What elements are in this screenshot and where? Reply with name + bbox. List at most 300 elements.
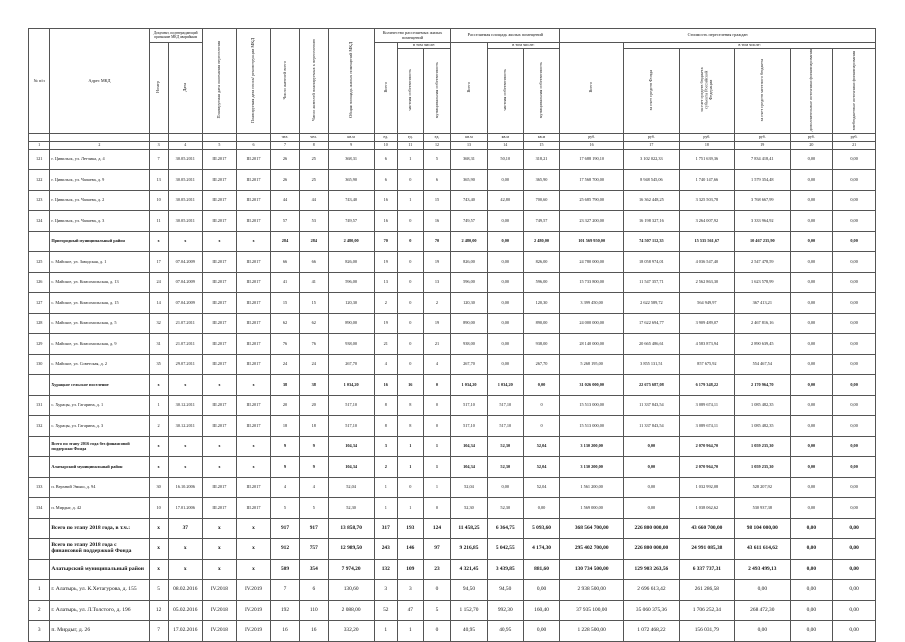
unit-cell bbox=[29, 133, 50, 141]
header-plan-start: Планируемая дата окончания переселения bbox=[202, 29, 236, 134]
table-cell: 15 bbox=[423, 190, 451, 211]
header-area-municipal: муниципальная собственность bbox=[523, 49, 559, 134]
unit-cell: руб. bbox=[560, 133, 624, 141]
table-cell: 43 660 700,00 bbox=[679, 518, 734, 539]
table-cell: 74 507 112,35 bbox=[624, 231, 679, 252]
table-cell: 3 264 007,92 bbox=[679, 211, 734, 232]
table-cell: 0,00 bbox=[833, 621, 876, 642]
table-cell: 40,95 bbox=[487, 621, 523, 642]
table-cell: IV.2018 bbox=[202, 580, 236, 601]
table-cell: 9 bbox=[299, 436, 328, 457]
table-cell: 890,00 bbox=[451, 313, 487, 334]
table-cell: 104,34 bbox=[451, 436, 487, 457]
table-cell: 0,00 bbox=[833, 416, 876, 437]
table-cell: 23 327 200,00 bbox=[560, 211, 624, 232]
table-cell: 0,00 bbox=[790, 477, 833, 498]
table-cell: 3 bbox=[398, 580, 424, 601]
table-row bbox=[29, 190, 876, 211]
table-cell: 15 535 561,67 bbox=[679, 231, 734, 252]
table-cell: 1 bbox=[423, 436, 451, 457]
table-row bbox=[29, 498, 876, 519]
table-cell: 3 bbox=[29, 621, 50, 642]
table-subtotal-row bbox=[29, 457, 876, 478]
table-cell: 44 bbox=[271, 190, 300, 211]
table-cell: 21 bbox=[374, 334, 397, 355]
table-cell: 0,00 bbox=[790, 252, 833, 273]
table-cell: 104,34 bbox=[328, 457, 374, 478]
table-cell: 0,00 bbox=[523, 580, 559, 601]
header-cost-all: Всего bbox=[560, 43, 624, 134]
table-cell: 62 bbox=[299, 313, 328, 334]
table-cell: 24 bbox=[149, 272, 168, 293]
column-number-cell: 3 bbox=[149, 141, 168, 149]
address-cell: п. Мирдыг, д. 26 bbox=[50, 621, 149, 642]
table-cell: III.2017 bbox=[236, 334, 270, 355]
table-cell: 128 bbox=[29, 313, 50, 334]
table-cell: 2 bbox=[374, 293, 397, 314]
table-cell: 0 bbox=[398, 354, 424, 375]
header-cost-incl: в том числе: bbox=[624, 43, 876, 49]
table-cell: 52,04 bbox=[523, 457, 559, 478]
unit-cell: кв.м bbox=[523, 133, 559, 141]
table-cell: 07.04.2009 bbox=[168, 293, 202, 314]
table-cell: 0 bbox=[423, 375, 451, 396]
table-cell: 0 bbox=[398, 477, 424, 498]
table-cell: 0,00 bbox=[487, 211, 523, 232]
table-cell: 30.05.2011 bbox=[168, 170, 202, 191]
table-cell: 4 bbox=[374, 354, 397, 375]
table-cell: 57 bbox=[271, 211, 300, 232]
table-cell: 2 bbox=[149, 416, 168, 437]
table-cell: 22 675 687,08 bbox=[624, 375, 679, 396]
table-row bbox=[29, 252, 876, 273]
table-cell: 13 bbox=[423, 272, 451, 293]
table-cell: 2 088,00 bbox=[328, 600, 374, 621]
table-subtotal-row bbox=[29, 231, 876, 252]
table-cell: IV.2018 bbox=[202, 621, 236, 642]
table-subtotal-row bbox=[29, 375, 876, 396]
table-cell: 0,00 bbox=[487, 293, 523, 314]
table-cell: 4 321,45 bbox=[451, 559, 487, 580]
housing-resettlement-table bbox=[28, 28, 876, 634]
table-cell: 15 513 000,00 bbox=[560, 416, 624, 437]
header-area-all: Всего bbox=[451, 43, 487, 134]
table-cell: 3 089 674,11 bbox=[679, 395, 734, 416]
column-number-cell: 13 bbox=[451, 141, 487, 149]
table-cell: 9 bbox=[299, 457, 328, 478]
table-cell: 0,00 bbox=[790, 539, 833, 560]
table-cell: 0 bbox=[398, 293, 424, 314]
table-cell: 1 038 062,62 bbox=[679, 498, 734, 519]
column-number-cell: 10 bbox=[374, 141, 397, 149]
table-cell: III.2017 bbox=[236, 416, 270, 437]
table-cell: 5 bbox=[423, 600, 451, 621]
table-cell: III.2017 bbox=[236, 293, 270, 314]
table-cell: III.2017 bbox=[236, 149, 270, 170]
table-cell: 596,00 bbox=[523, 272, 559, 293]
table-cell: 749,57 bbox=[523, 211, 559, 232]
table-cell: 0,00 bbox=[523, 621, 559, 642]
table-cell: 0,00 bbox=[833, 211, 876, 232]
unit-cell: руб. bbox=[735, 133, 790, 141]
table-cell: 10 467 235,90 bbox=[735, 231, 790, 252]
table-cell: 1 bbox=[29, 580, 50, 601]
table-cell: 19 bbox=[423, 313, 451, 334]
address-cell: г. Алатырь, ул. К.Хетагурова, д. 155 bbox=[50, 580, 149, 601]
table-cell: x bbox=[202, 436, 236, 457]
table-cell: 41 bbox=[271, 272, 300, 293]
table-cell: 1 bbox=[423, 477, 451, 498]
table-cell: 517,10 bbox=[451, 416, 487, 437]
address-cell: Пригородный муниципальный район bbox=[50, 231, 149, 252]
table-cell: 267,70 bbox=[523, 354, 559, 375]
table-row bbox=[29, 293, 876, 314]
table-cell: 120,30 bbox=[451, 293, 487, 314]
table-body bbox=[29, 149, 876, 641]
table-cell: 0,00 bbox=[624, 498, 679, 519]
table-cell: 134 bbox=[29, 498, 50, 519]
table-cell: 104,34 bbox=[451, 457, 487, 478]
column-number-cell: 21 bbox=[833, 141, 876, 149]
unit-cell: кв.м bbox=[328, 133, 374, 141]
column-number-cell: 14 bbox=[487, 141, 523, 149]
table-cell: 0,00 bbox=[833, 231, 876, 252]
column-number-cell: 8 bbox=[299, 141, 328, 149]
column-number-cell: 5 bbox=[202, 141, 236, 149]
table-cell: 130 bbox=[29, 354, 50, 375]
table-cell: 284 bbox=[299, 231, 328, 252]
table-cell: 3 130 200,00 bbox=[560, 457, 624, 478]
table-cell: III.2017 bbox=[202, 498, 236, 519]
table-cell: 3 bbox=[374, 580, 397, 601]
table-cell: 30.05.2011 bbox=[168, 149, 202, 170]
table-cell: 12 bbox=[149, 600, 168, 621]
table-cell: 1 059 235,30 bbox=[735, 436, 790, 457]
table-cell bbox=[29, 436, 50, 457]
table-cell: 10 bbox=[149, 190, 168, 211]
table-cell: 1 152,70 bbox=[451, 600, 487, 621]
header-rooms-incl: в том числе: bbox=[398, 43, 451, 49]
table-cell: 3 855 131,51 bbox=[624, 354, 679, 375]
table-cell: 365,90 bbox=[451, 170, 487, 191]
table-cell: 26 bbox=[271, 170, 300, 191]
column-numbers-row bbox=[29, 141, 876, 149]
table-row bbox=[29, 334, 876, 355]
column-number-cell: 7 bbox=[271, 141, 300, 149]
table-cell: III.2017 bbox=[236, 252, 270, 273]
table-cell: 3 bbox=[374, 436, 397, 457]
header-cost-extra: дополнительные источники финансирования bbox=[790, 49, 833, 134]
table-cell: 16 bbox=[299, 621, 328, 642]
table-cell: 0 bbox=[423, 498, 451, 519]
table-cell: 284 bbox=[271, 231, 300, 252]
table-cell: 3 399 450,00 bbox=[560, 293, 624, 314]
table-cell: 132 bbox=[374, 559, 397, 580]
table-cell: 8 948 545,06 bbox=[624, 170, 679, 191]
table-cell: 0,00 bbox=[833, 559, 876, 580]
table-cell: 52 bbox=[374, 600, 397, 621]
table-cell: 66 bbox=[299, 252, 328, 273]
table-cell: 25 bbox=[299, 149, 328, 170]
table-cell: 7 834 418,41 bbox=[735, 149, 790, 170]
table-cell: x bbox=[168, 559, 202, 580]
table-cell: III.2017 bbox=[236, 170, 270, 191]
table-cell: 0 bbox=[398, 170, 424, 191]
table-cell: 368,31 bbox=[328, 149, 374, 170]
table-cell: 890,00 bbox=[328, 313, 374, 334]
table-cell: IV.2018 bbox=[202, 600, 236, 621]
table-cell: 94,50 bbox=[451, 580, 487, 601]
unit-cell bbox=[149, 133, 168, 141]
table-cell: 7 bbox=[271, 580, 300, 601]
table-cell: 0 bbox=[423, 580, 451, 601]
table-cell: 0 bbox=[423, 416, 451, 437]
table-cell: 0,00 bbox=[624, 457, 679, 478]
table-cell: III.2017 bbox=[236, 354, 270, 375]
table-cell: 131 bbox=[29, 395, 50, 416]
table-cell: x bbox=[149, 518, 168, 539]
table-cell: 4 174,30 bbox=[523, 539, 559, 560]
table-cell: 192 bbox=[271, 600, 300, 621]
table-cell: III.2017 bbox=[202, 211, 236, 232]
table-cell: 0,00 bbox=[833, 334, 876, 355]
table-cell: 1 034,20 bbox=[328, 375, 374, 396]
table-cell: 50,10 bbox=[487, 149, 523, 170]
table-cell: 70 bbox=[374, 231, 397, 252]
table-cell: 30.05.2011 bbox=[168, 211, 202, 232]
table-cell: 62 bbox=[271, 313, 300, 334]
table-cell: 11 bbox=[149, 211, 168, 232]
table-cell: 120,30 bbox=[328, 293, 374, 314]
table-cell: 881,60 bbox=[523, 559, 559, 580]
table-cell: 47 bbox=[398, 600, 424, 621]
table-cell: 268 472,30 bbox=[735, 600, 790, 621]
table-cell bbox=[29, 539, 50, 560]
table-cell: 0,00 bbox=[833, 498, 876, 519]
table-cell: 1 bbox=[149, 395, 168, 416]
table-cell: 917 bbox=[299, 518, 328, 539]
unit-cell: чел. bbox=[299, 133, 328, 141]
table-cell: 101 569 950,00 bbox=[560, 231, 624, 252]
header-area-group: Расселяемая площадь жилых помещений bbox=[451, 29, 560, 43]
table-cell: 596,00 bbox=[328, 272, 374, 293]
column-number-cell: 4 bbox=[168, 141, 202, 149]
table-cell: 12 989,50 bbox=[328, 539, 374, 560]
table-cell: 8 bbox=[398, 416, 424, 437]
table-cell: 16 bbox=[271, 621, 300, 642]
table-cell: 24 780 000,00 bbox=[560, 252, 624, 273]
address-cell: Всего по этапу 2016 года без финансовой поддержки Фонда bbox=[50, 436, 149, 457]
table-cell: 700,60 bbox=[523, 190, 559, 211]
table-cell: 365,90 bbox=[328, 170, 374, 191]
header-rooms-private: частная собственность bbox=[398, 49, 424, 134]
table-cell: 1 032 992,08 bbox=[679, 477, 734, 498]
table-cell: 564 949,97 bbox=[679, 293, 734, 314]
address-cell: г. Цивильск, ул. Чапаева, д. 9 bbox=[50, 170, 149, 191]
table-cell: 8 bbox=[374, 395, 397, 416]
table-row bbox=[29, 395, 876, 416]
table-cell: 826,00 bbox=[451, 252, 487, 273]
table-cell: 121 bbox=[29, 149, 50, 170]
table-cell: 24 bbox=[271, 354, 300, 375]
address-cell: с. Майское, ул. Комсомольская, д. 5 bbox=[50, 313, 149, 334]
table-row bbox=[29, 354, 876, 375]
table-cell: 08.02.2016 bbox=[168, 580, 202, 601]
table-cell: 1 706 252,34 bbox=[679, 600, 734, 621]
table-cell: 3 768 667,99 bbox=[735, 190, 790, 211]
table-cell: 912 bbox=[271, 539, 300, 560]
header-area-total: Общая площадь жилых помещений МКД bbox=[328, 29, 374, 134]
table-cell: 1 059 235,30 bbox=[735, 457, 790, 478]
table-cell: x bbox=[236, 457, 270, 478]
table-cell: 0,00 bbox=[833, 252, 876, 273]
column-number-cell: 17 bbox=[624, 141, 679, 149]
table-cell: x bbox=[236, 231, 270, 252]
table-cell: 0,00 bbox=[833, 477, 876, 498]
table-cell: 367 413,21 bbox=[735, 293, 790, 314]
header-rooms-all: Всего bbox=[374, 43, 397, 134]
table-cell: 2 467 816,16 bbox=[735, 313, 790, 334]
table-cell: 1 085 482,35 bbox=[735, 395, 790, 416]
table-cell: 16 bbox=[398, 375, 424, 396]
table-cell: III.2017 bbox=[202, 313, 236, 334]
header-area-private: частная собственность bbox=[487, 49, 523, 134]
table-cell: 52,30 bbox=[487, 498, 523, 519]
header-cost-group: Стоимость переселения граждан bbox=[560, 29, 876, 43]
table-cell: 29.07.2011 bbox=[168, 354, 202, 375]
table-cell: 0,00 bbox=[833, 190, 876, 211]
table-cell: 1 751 639,36 bbox=[679, 149, 734, 170]
unit-cell: ед. bbox=[374, 133, 397, 141]
table-cell: 368 564 700,00 bbox=[560, 518, 624, 539]
units-row bbox=[29, 133, 876, 141]
table-cell: x bbox=[168, 375, 202, 396]
table-cell: x bbox=[149, 375, 168, 396]
table-cell: 1 bbox=[398, 457, 424, 478]
table-cell: III.2017 bbox=[202, 477, 236, 498]
address-cell: Алатырский муниципальный район bbox=[50, 457, 149, 478]
table-cell: 26 bbox=[271, 149, 300, 170]
table-cell: 76 bbox=[271, 334, 300, 355]
table-subtotal-row bbox=[29, 539, 876, 560]
table-cell: 226 800 000,00 bbox=[624, 539, 679, 560]
table-cell: x bbox=[202, 375, 236, 396]
table-cell: 5 bbox=[271, 498, 300, 519]
table-cell: 2 547 478,59 bbox=[735, 252, 790, 273]
table-cell: III.2017 bbox=[202, 354, 236, 375]
table-cell: 130 734 500,00 bbox=[560, 559, 624, 580]
table-cell: 5 bbox=[423, 149, 451, 170]
table-row bbox=[29, 272, 876, 293]
table-cell: 16 bbox=[374, 375, 397, 396]
table-cell: 18 058 974,01 bbox=[624, 252, 679, 273]
header-rooms-municipal: муниципальная собственность bbox=[423, 49, 451, 134]
table-cell: 1 228 500,00 bbox=[560, 621, 624, 642]
table-cell: 1 bbox=[398, 436, 424, 457]
table-row bbox=[29, 621, 876, 642]
table-cell bbox=[29, 518, 50, 539]
table-cell: 5 042,55 bbox=[487, 539, 523, 560]
table-cell: 20 bbox=[299, 395, 328, 416]
table-cell: 4 036 547,40 bbox=[679, 252, 734, 273]
table-cell: 15 bbox=[271, 293, 300, 314]
table-cell: x bbox=[202, 539, 236, 560]
table-subtotal-row bbox=[29, 559, 876, 580]
table-cell: x bbox=[236, 518, 270, 539]
unit-cell: руб. bbox=[833, 133, 876, 141]
column-number-cell: 6 bbox=[236, 141, 270, 149]
table-cell: 13 858,70 bbox=[328, 518, 374, 539]
unit-cell bbox=[50, 133, 149, 141]
table-cell: x bbox=[168, 436, 202, 457]
table-cell: 365,90 bbox=[523, 170, 559, 191]
table-cell: 1 561 200,00 bbox=[560, 477, 624, 498]
table-cell: III.2017 bbox=[202, 416, 236, 437]
table-cell: III.2017 bbox=[236, 498, 270, 519]
table-cell: 890,00 bbox=[523, 313, 559, 334]
header-doc-date: Дата bbox=[168, 43, 202, 134]
table-cell: 0,00 bbox=[790, 272, 833, 293]
address-cell: Всего по этапу 2018 года, в т.ч.: bbox=[50, 518, 149, 539]
table-cell: 6 bbox=[299, 580, 328, 601]
table-row bbox=[29, 313, 876, 334]
table-cell: 42,80 bbox=[487, 190, 523, 211]
table-cell: 7 bbox=[149, 149, 168, 170]
unit-cell: кв.м bbox=[451, 133, 487, 141]
table-cell: 9 bbox=[271, 436, 300, 457]
table-cell: 0,00 bbox=[790, 170, 833, 191]
table-cell: 122 bbox=[29, 170, 50, 191]
table-cell: 44 bbox=[299, 190, 328, 211]
table-cell: 0,00 bbox=[487, 252, 523, 273]
table-cell: 3 130 200,00 bbox=[560, 436, 624, 457]
table-cell: 25 685 790,00 bbox=[560, 190, 624, 211]
table-cell: 9 bbox=[271, 457, 300, 478]
table-cell: 6 179 348,22 bbox=[679, 375, 734, 396]
table-row bbox=[29, 149, 876, 170]
header-residents: Число жителей всего bbox=[271, 29, 300, 134]
header-cost-local: за счет средств местного бюджета bbox=[735, 49, 790, 134]
table-cell: 0 bbox=[398, 334, 424, 355]
table-cell: III.2017 bbox=[202, 190, 236, 211]
table-cell: 332,20 bbox=[328, 621, 374, 642]
table-cell: 317 bbox=[374, 518, 397, 539]
table-cell: 938,00 bbox=[523, 334, 559, 355]
table-cell: x bbox=[149, 539, 168, 560]
table-cell: III.2017 bbox=[236, 190, 270, 211]
table-cell: 826,00 bbox=[523, 252, 559, 273]
table-cell: 15 513 000,00 bbox=[560, 395, 624, 416]
table-cell: 19 bbox=[374, 252, 397, 273]
table-cell: 24 bbox=[299, 354, 328, 375]
table-cell: 0,00 bbox=[790, 518, 833, 539]
table-cell: 0,00 bbox=[735, 621, 790, 642]
table-cell: 0,00 bbox=[523, 375, 559, 396]
table-cell: 66 bbox=[271, 252, 300, 273]
table-cell: 517,10 bbox=[487, 395, 523, 416]
table-cell: 2 bbox=[374, 457, 397, 478]
table-cell: 9 216,85 bbox=[451, 539, 487, 560]
table-cell: 16 198 327,16 bbox=[624, 211, 679, 232]
table-cell: 1 623 578,99 bbox=[735, 272, 790, 293]
table-cell: 11 337 843,54 bbox=[624, 395, 679, 416]
table-cell: x bbox=[236, 436, 270, 457]
address-cell: с. Хурацы, ул. Гагарина, д. 1 bbox=[50, 395, 149, 416]
unit-cell: кв.м bbox=[487, 133, 523, 141]
column-number-cell: 15 bbox=[523, 141, 559, 149]
table-cell: 2 bbox=[423, 293, 451, 314]
table-cell: 24 991 085,38 bbox=[679, 539, 734, 560]
